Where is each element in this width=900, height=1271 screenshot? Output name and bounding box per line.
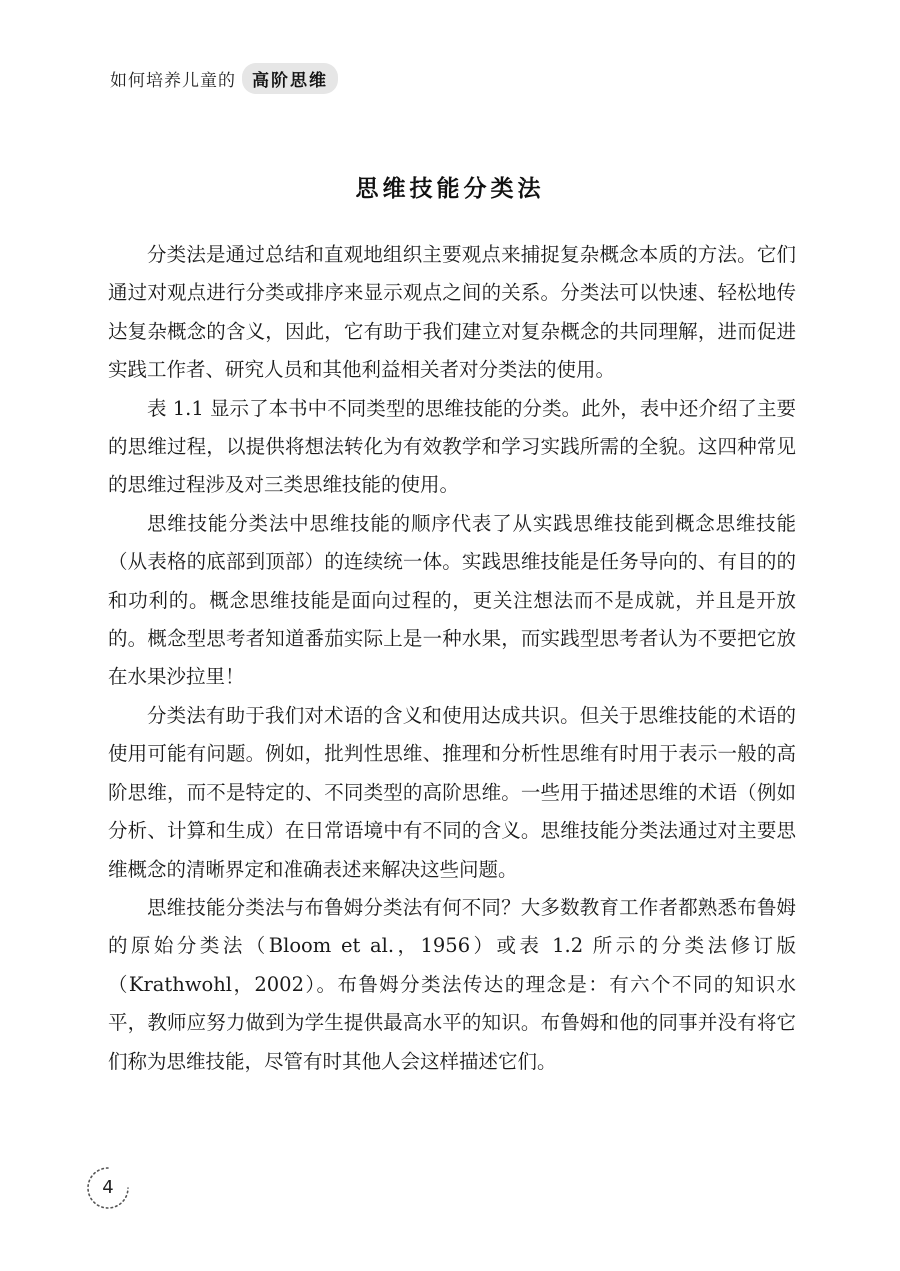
book-title-emphasis: 高阶思维 (242, 63, 338, 94)
body-text (108, 236, 796, 1081)
section-title: 思维技能分类法 (355, 175, 545, 202)
paragraph-3: 思维技能分类法中思维技能的顺序代表了从实践思维技能到概念思维技能（从表格的底部到顶部）的连续统一体。实践思维技能是任务导向的、有目的的和功利的。概念思维技能是面向过程的，更关注想法而不是成就，并且是开放的。概念型思考者知道番茄实际上是一种水果，而实践型思考者认为不要把它放在水果沙拉里！ (108, 511, 796, 689)
paragraph-2: 表 1.1 显示了本书中不同类型的思维技能的分类。此外，表中还介绍了主要的思维过程，以提供将想法转化为有效教学和学习实践所需的全貌。这四种常见的思维过程涉及对三类思维技能的使用。 (108, 396, 796, 497)
page-number-badge (85, 1165, 131, 1211)
running-header (110, 60, 338, 96)
paragraph-1: 分类法是通过总结和直观地组织主要观点来捕捉复杂概念本质的方法。它们通过对观点进行分类或排序来显示观点之间的关系。分类法可以快速、轻松地传达复杂概念的含义，因此，它有助于我们建立对复杂概念的共同理解，进而促进实践工作者、研究人员和其他利益相关者对分类法的使用。 (108, 243, 796, 382)
paragraph-4: 分类法有助于我们对术语的含义和使用达成共识。但关于思维技能的术语的使用可能有问题。例如，批判性思维、推理和分析性思维有时用于表示一般的高阶思维，而不是特定的、不同类型的高阶思维。一些用于描述思维的术语（例如分析、计算和生成）在日常语境中有不同的含义。思维技能分类法通过对主要思维概念的清晰界定和准确表述来解决这些问题。 (108, 703, 796, 881)
paragraph-5: 思维技能分类法与布鲁姆分类法有何不同？大多数教育工作者都熟悉布鲁姆的原始分类法（Bloom et al.，1956）或表 1.2 所示的分类法修订版（Krathwohl，2002）。布鲁姆分类法传达的理念是：有六个不同的知识水平，教师应努力做到为学生提供最高水平的知识。布鲁姆和他的同事并没有将它们称为思维技能，尽管有时其他人会这样描述它们。 (108, 895, 796, 1073)
book-title-plain: 如何培养儿童的 (110, 70, 236, 91)
page-number: 4 (102, 1177, 114, 1198)
